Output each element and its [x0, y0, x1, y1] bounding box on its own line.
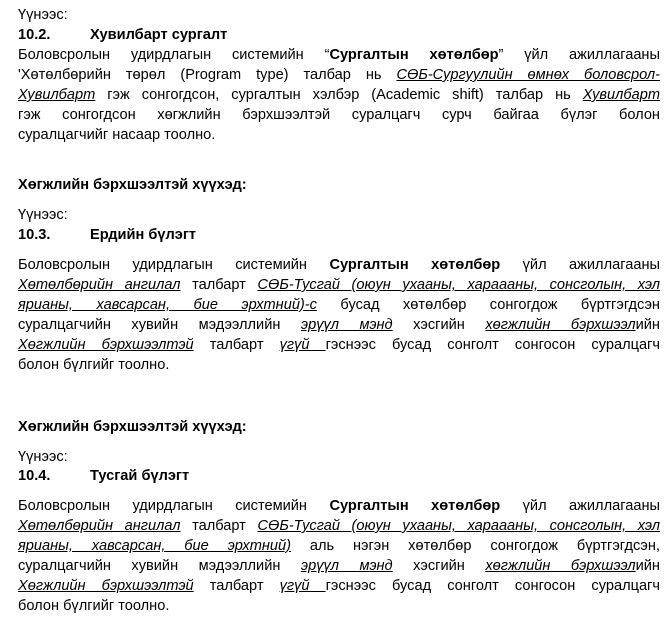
paragraph-line: суралцагчийн хувийн мэдээллийн эрүүл мэнд хэсгийн хөгжлийн бэрхшээлийн — [18, 558, 660, 574]
section-label: Үүнээс: — [18, 207, 68, 223]
paragraph-line: ярианы, хавсарсан, бие эрхтний)-с бусад хөтөлбөр сонгогдож бүртгэгдсэн — [18, 297, 660, 313]
paragraph-line: ярианы, хавсарсан, бие эрхтний) аль нэгэн хөтөлбөр сонгогдож бүртгэгдсэн, — [18, 538, 660, 554]
paragraph-line: Хөтөлбөрийн ангилал талбарт СӨБ-Тусгай (оюун ухааны, хараааны, сонсголын, хэл — [18, 518, 660, 534]
field-reference: ярианы, хавсарсан, бие эрхтний) — [18, 538, 291, 554]
section-note: Хөгжлийн бэрхшээлтэй хүүхэд: — [18, 419, 247, 435]
field-reference: хөгжлийн бэрхшээл — [485, 558, 636, 574]
paragraph-line: гэж сонгогдсон хөгжлийн бэрхшээлтэй суралцагч сурч байгаа бүлэг болон — [18, 107, 660, 123]
section-note: Хөгжлийн бэрхшээлтэй хүүхэд: — [18, 177, 247, 193]
section-title: Хувилбарт сургалт — [90, 27, 228, 43]
section-title: Тусгай бүлэгт — [90, 468, 190, 484]
paragraph-line: Хөтөлбөрийн ангилал талбарт СӨБ-Тусгай (оюун ухааны, хараааны, сонсголын, хэл — [18, 277, 660, 293]
field-reference: эрүүл мэнд — [300, 558, 393, 574]
field-reference: эрүүл мэнд — [300, 317, 393, 333]
bold-term: Сургалтын хөтөлбөр — [329, 498, 501, 514]
field-reference: СӨБ-Тусгай (оюун ухааны, хараааны, сонсголын, хэл — [257, 277, 660, 293]
section-heading — [18, 225, 660, 245]
field-reference: үгүй — [279, 578, 326, 594]
bold-term: Сургалтын хөтөлбөр — [329, 257, 501, 273]
section-number: 10.2. — [18, 27, 51, 43]
paragraph-line: Хөгжлийн бэрхшээлтэй талбарт үгүй гэснээс бусад сонголт сонгосон суралцагч — [18, 578, 660, 594]
bold-term: Сургалтын хөтөлбөр — [329, 47, 499, 63]
field-reference: Хөтөлбөрийн ангилал — [18, 277, 181, 293]
paragraph-line: Хувилбарт гэж сонгогдсон, сургалтын хэлбэр (Academic shift) талбар нь Хувилбарт — [18, 87, 660, 103]
paragraph-line: Боловсролын удирдлагын системийн Сургалтын хөтөлбөр үйл ажиллагааны — [18, 257, 660, 273]
paragraph-line: болон бүлгийг тоолно. — [18, 598, 170, 614]
section-heading — [18, 466, 660, 486]
field-reference: Хөтөлбөрийн ангилал — [18, 518, 181, 534]
field-reference: СӨБ-Сургуулийн өмнөх боловсрол- — [396, 67, 660, 83]
section-number: 10.3. — [18, 227, 51, 243]
paragraph-line: Хөгжлийн бэрхшээлтэй талбарт үгүй гэснээс бусад сонголт сонгосон суралцагч — [18, 337, 660, 353]
field-reference: ярианы, хавсарсан, бие эрхтний)-с — [18, 297, 317, 313]
section-title: Ердийн бүлэгт — [90, 227, 197, 243]
field-reference: хөгжлийн бэрхшээл — [485, 317, 636, 333]
paragraph-line: Боловсролын удирдлагын системийн Сургалтын хөтөлбөр үйл ажиллагааны — [18, 498, 660, 514]
field-reference: Хувилбарт — [18, 87, 96, 103]
paragraph-line: 'Хөтөлбөрийн төрөл (Program type) талбар нь СӨБ-Сургуулийн өмнөх боловсрол- — [18, 67, 660, 83]
section-label: Үүнээс: — [18, 449, 68, 465]
field-reference: Хувилбарт — [582, 87, 660, 103]
paragraph-line: суралцагчийг насаар тоолно. — [18, 127, 216, 143]
field-reference: Хөгжлийн бэрхшээлтэй — [18, 578, 194, 594]
section-label: Үүнээс: — [18, 7, 68, 23]
section-number: 10.4. — [18, 468, 51, 484]
paragraph-line: Боловсролын удирдлагын системийн “Сургалтын хөтөлбөр” үйл ажиллагааны — [18, 47, 660, 63]
paragraph-line: суралцагчийн хувийн мэдээллийн эрүүл мэнд хэсгийн хөгжлийн бэрхшээлийн — [18, 317, 660, 333]
field-reference: СӨБ-Тусгай (оюун ухааны, хараааны, сонсголын, хэл — [257, 518, 660, 534]
paragraph-line: болон бүлгийг тоолно. — [18, 357, 170, 373]
field-reference: Хөгжлийн бэрхшээлтэй — [18, 337, 194, 353]
field-reference: үгүй — [279, 337, 326, 353]
section-heading — [18, 25, 660, 45]
